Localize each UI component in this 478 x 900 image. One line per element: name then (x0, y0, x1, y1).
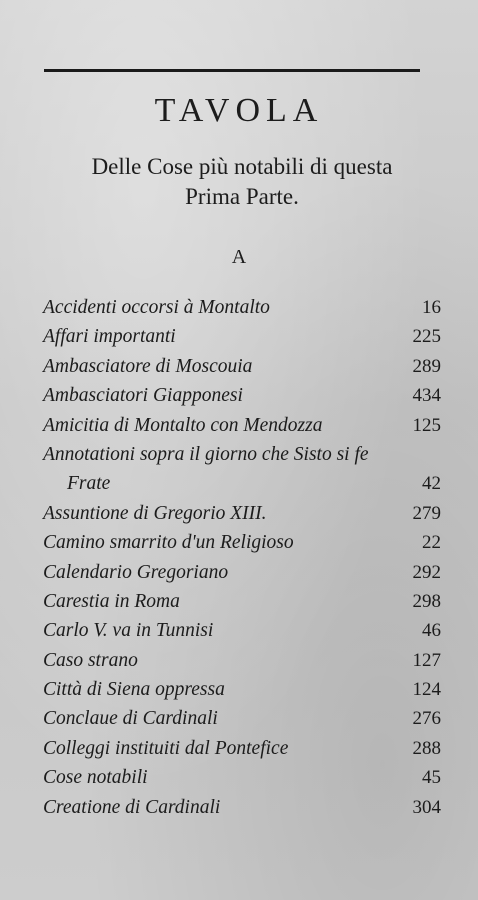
index-entry (43, 293, 441, 322)
index-entry (43, 440, 441, 499)
index-entry (43, 528, 441, 557)
entry-page-number: 279 (412, 502, 441, 524)
entry-page-number: 22 (422, 532, 441, 554)
top-rule (44, 69, 420, 72)
index-entry (43, 793, 441, 822)
subtitle-line-1: Delle Cose più notabili di questa (91, 154, 393, 179)
entry-page-number: 289 (412, 355, 441, 377)
entry-label: Ambasciatore di Moscouia (43, 355, 253, 377)
entry-label: Carlo V. va in Tunnisi (43, 620, 214, 642)
entry-label: Cose notabili (43, 767, 148, 789)
index-entry (43, 381, 441, 410)
page-title: TAVOLA (154, 92, 324, 129)
entry-page-number: 434 (412, 385, 441, 407)
index-entry (43, 646, 441, 675)
index-entry (43, 763, 441, 792)
entry-label-continuation: Frate (67, 473, 111, 495)
entry-page-number: 45 (422, 767, 441, 789)
entry-page-number: 16 (422, 297, 441, 318)
entry-label: Accidenti occorsi à Montalto (43, 297, 270, 318)
entry-label: Camino smarrito d'un Religioso (43, 532, 294, 554)
entry-page-number: 288 (412, 737, 441, 759)
entry-label: Calendario Gregoriano (43, 561, 229, 583)
entry-label: Carestia in Roma (43, 590, 180, 612)
entry-page-number: 125 (412, 414, 441, 436)
subtitle-line-2: Prima Parte. (185, 184, 299, 209)
entry-page-number: 124 (412, 679, 441, 701)
entry-page-number: 46 (422, 620, 441, 642)
index-entry (43, 734, 441, 763)
entry-page-number: 127 (412, 649, 441, 671)
entry-label: Affari importanti (43, 326, 176, 348)
entry-page-number: 304 (412, 796, 441, 818)
entry-page-number: 225 (412, 326, 441, 348)
entry-page-number: 292 (412, 561, 441, 583)
entry-label: Colleggi instituiti dal Pontefice (43, 737, 289, 759)
index-entry (43, 322, 441, 351)
entry-label: Conclaue di Cardinali (43, 708, 218, 730)
index-entry (43, 616, 441, 645)
entry-label: Creatione di Cardinali (43, 796, 221, 818)
entry-page-number: 276 (412, 708, 441, 730)
page-subtitle (40, 152, 444, 212)
entry-page-number: 298 (412, 590, 441, 612)
entry-label: Annotationi sopra il giorno che Sisto si fe (43, 443, 369, 465)
index-entry (43, 558, 441, 587)
entry-page-number: 42 (422, 473, 441, 495)
index-entry (43, 499, 441, 528)
entry-label: Ambasciatori Giapponesi (43, 385, 243, 407)
index-entry (43, 587, 441, 616)
section-letter: A (231, 246, 247, 268)
entry-label: Amicitia di Montalto con Mendozza (43, 414, 323, 436)
index-entry (43, 411, 441, 440)
index-list (43, 293, 441, 822)
index-entry (43, 704, 441, 733)
entry-label: Assuntione di Gregorio XIII. (43, 502, 267, 524)
index-entry (43, 352, 441, 381)
entry-label: Città di Siena oppressa (43, 679, 225, 701)
index-entry (43, 675, 441, 704)
entry-label: Caso strano (43, 649, 138, 671)
